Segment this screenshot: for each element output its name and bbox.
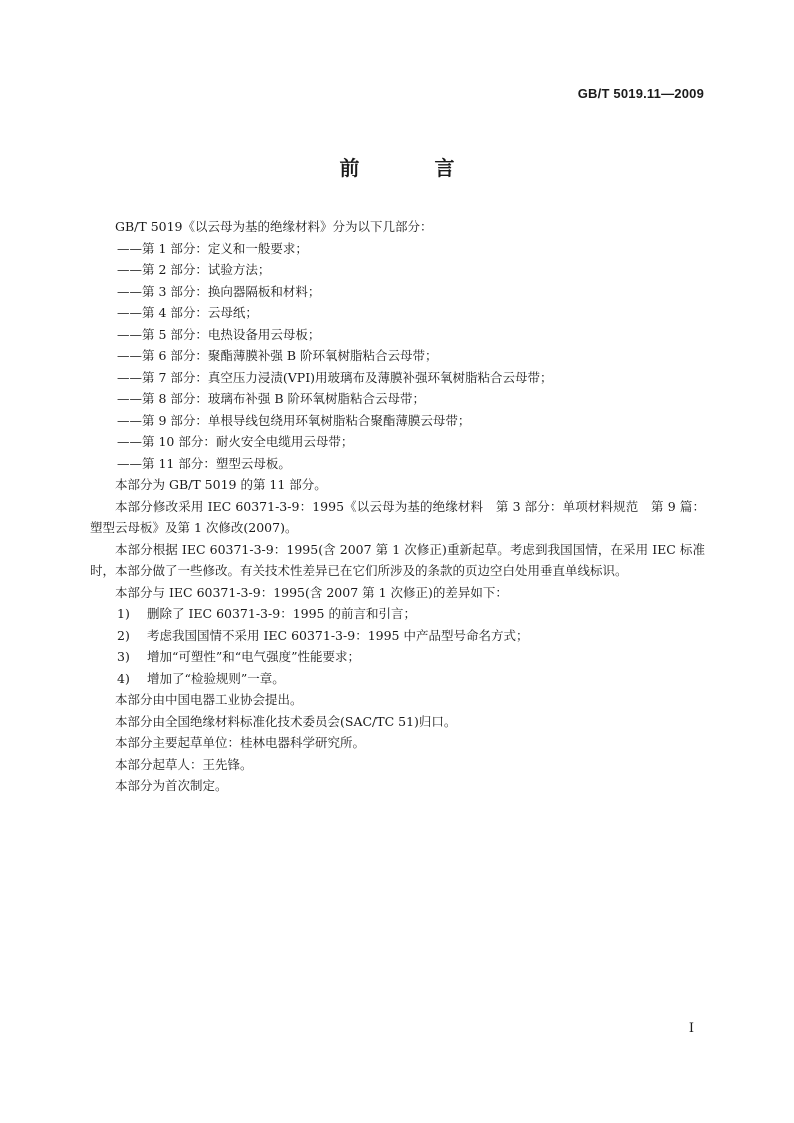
closing-paragraph: 本部分起草人：王先锋。: [115, 756, 253, 772]
closing-paragraph: 本部分由中国电器工业协会提出。: [115, 692, 303, 707]
page-number: I: [688, 1021, 694, 1036]
intro-paragraph: GB/T 5019《以云母为基的绝缘材料》分为以下几部分：: [115, 219, 433, 234]
difference-text: 增加了“检验规则”一章。: [147, 670, 285, 686]
redraft-paragraph: 本部分根据 IEC 60371-3-9：1995(含 2007 第 1 次修正)重新起草。考虑到我国国情，在采用 IEC 标准时，本部分做了一些修改。有关技术性差异已在它们所涉及的条款的页边空白处用垂直单线标识。: [90, 541, 705, 578]
difference-item: [90, 646, 705, 668]
part-list-item: ——第 8 部分：玻璃布补强 B 阶环氧树脂粘合云母带；: [117, 391, 426, 406]
part-list-item: ——第 6 部分：聚酯薄膜补强 B 阶环氧树脂粘合云母带；: [117, 348, 438, 363]
difference-number: 3): [117, 649, 130, 664]
closing-paragraph: 本部分由全国绝缘材料标准化技术委员会(SAC/TC 51)归口。: [115, 713, 457, 729]
part-list-item: ——第 9 部分：单根导线包绕用环氧树脂粘合聚酯薄膜云母带；: [117, 412, 471, 428]
difference-text: 删除了 IEC 60371-3-9：1995 的前言和引言；: [147, 606, 416, 621]
modify-paragraph: 本部分修改采用 IEC 60371-3-9：1995《以云母为基的绝缘材料 第 3 部分：单项材料规范 第 9 篇：塑型云母板》及第 1 次修改(2007)。: [90, 498, 705, 535]
standard-code: GB/T 5019.11—2009: [577, 86, 704, 101]
part-list-item: ——第 1 部分：定义和一般要求；: [117, 240, 308, 256]
part-list-item: ——第 3 部分：换向器隔板和材料；: [117, 283, 321, 299]
difference-number: 2): [117, 627, 130, 643]
part-list-item: ——第 2 部分：试验方法；: [117, 262, 271, 277]
difference-item: [90, 625, 705, 647]
document-body: [90, 216, 705, 797]
difference-number: 1): [117, 606, 130, 621]
difference-number: 4): [117, 670, 130, 686]
this-part-paragraph: 本部分为 GB/T 5019 的第 11 部分。: [115, 477, 327, 492]
closing-paragraph: 本部分主要起草单位：桂林电器科学研究所。: [115, 735, 366, 750]
part-list-item: ——第 7 部分：真空压力浸渍(VPI)用玻璃布及薄膜补强环氧树脂粘合云母带；: [117, 369, 553, 385]
page-title: 前 言: [339, 156, 489, 180]
part-list-item: ——第 10 部分：耐火安全电缆用云母带；: [117, 434, 354, 449]
difference-item: [90, 668, 705, 690]
part-list-item: ——第 11 部分：塑型云母板。: [117, 455, 291, 471]
part-list-item: ——第 4 部分：云母纸；: [117, 305, 258, 320]
difference-text: 增加“可塑性”和“电气强度”性能要求；: [147, 649, 361, 664]
part-list-item: ——第 5 部分：电热设备用云母板；: [117, 326, 321, 342]
difference-item: [90, 603, 705, 625]
differences-intro: 本部分与 IEC 60371-3-9：1995(含 2007 第 1 次修正)的差异如下：: [115, 584, 508, 600]
closing-paragraph: 本部分为首次制定。: [115, 778, 228, 793]
difference-text: 考虑我国国情不采用 IEC 60371-3-9：1995 中产品型号命名方式；: [147, 627, 529, 643]
